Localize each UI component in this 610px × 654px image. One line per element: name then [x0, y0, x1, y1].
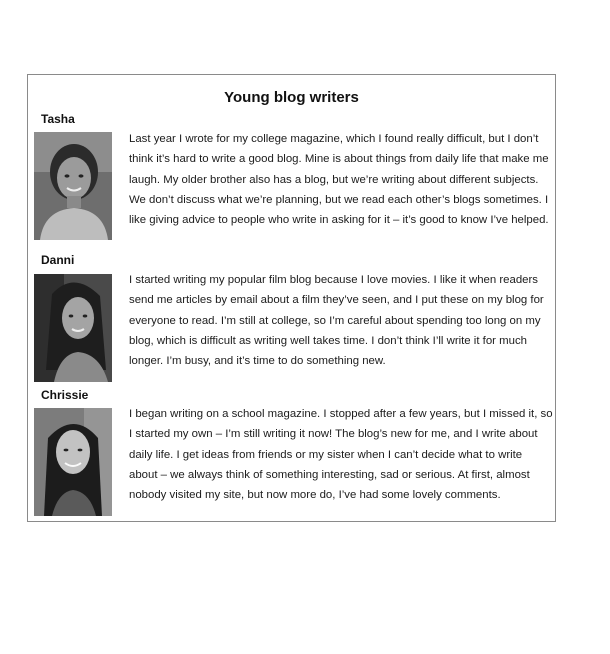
writer-name-danni: Danni [41, 253, 75, 267]
article-frame [27, 74, 556, 522]
writer-text-danni: I started writing my popular film blog because I love movies. I like it when readers send me articles by email about a film they’ve seen, and I put these on my blog for everyone to read. I’m still at college, so I’m careful about spending too long on my blog, which is difficult as writing well takes time. I don’t think I’ll write it for much longer. I’m busy, and it’s time to do something new. [129, 274, 544, 368]
portrait-photo-danni [34, 274, 112, 382]
portrait-photo-tasha [34, 132, 112, 240]
writer-name-chrissie: Chrissie [41, 388, 89, 402]
writer-name-tasha: Tasha [41, 112, 75, 126]
portrait-photo-chrissie [34, 408, 112, 516]
writer-text-chrissie: I began writing on a school magazine. I stopped after a few years, but I missed it, so I started my own – I’m still writing it now! The blog’s new for me, and I write about daily life. I get ideas from friends or my sister when I can’t decide what to write about – we always think of something interesting, sad or serious. At first, almost nobody visited my site, but now more do, I’ve had some lovely comments. [129, 408, 553, 502]
article-title: Young blog writers [224, 89, 359, 106]
writer-text-tasha: Last year I wrote for my college magazine, which I found really difficult, but I don’t think it’s hard to write a good blog. Mine is about things from daily life that make me laugh. My older brother also has a blog, but we’re writing about different subjects. We don’t discuss what we’re planning, but we read each other’s blogs sometimes. I like giving advice to people who write in asking for it – it’s good to know I’ve helped. [129, 133, 549, 227]
